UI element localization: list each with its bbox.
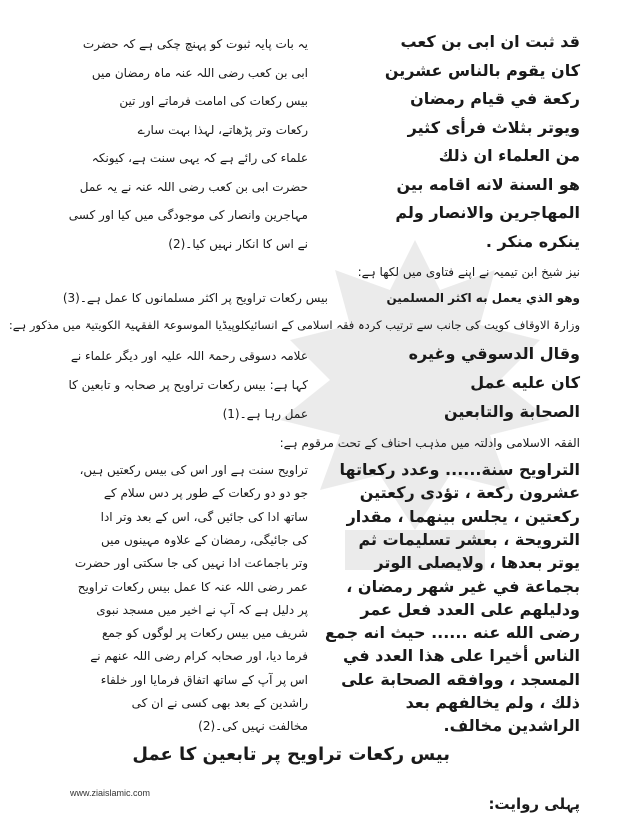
ibn-taymiyya-urdu: بیس رکعات تراویح پر اکثر مسلمانوں کا عمل ہے۔(3) (62, 291, 328, 305)
urdu-text-line: اس پر آپ کے ساتھ اتفاق فرمایا اور خلفاء (100, 672, 308, 687)
arabic-text-line: المهاجرين والانصار ولم (395, 203, 580, 222)
urdu-text-line: حضرت ابی بن کعب رضی اللہ عنہ نے یہ عمل (79, 179, 308, 194)
arabic-text-line: بجماعة في غير شهر رمضان ، (346, 576, 580, 596)
urdu-text-line: مہاجرین وانصار کی موجودگی میں کیا اور کسی (68, 208, 308, 222)
urdu-text-line: کی جائیگی، رمضان کے علاوہ مہینوں میں (100, 532, 308, 547)
arabic-text-line: ركعة في قيام رمضان (410, 89, 580, 108)
arabic-text-line: قد ثبت ان ابی بن كعب (400, 32, 580, 51)
urdu-text-line: بیس رکعات کی امامت فرماتے اور تین (119, 94, 308, 108)
urdu-text-line: علماء کی رائے ہے کہ یہی سنت ہے، کیونکہ (91, 151, 308, 165)
urdu-text-line: ساتھ ادا کی جائیں گی، اس کے بعد وتر ادا (100, 509, 308, 524)
arabic-text-line: ركعتين ، يجلس بينهما ، مقدار (346, 506, 580, 526)
urdu-text-line: عمر رضی اللہ عنہ کا عمل بیس رکعات تراویح (77, 579, 308, 594)
website-url[interactable]: www.ziaislamic.com (70, 788, 151, 798)
arabic-text-line: الترويحة ، بعشر تسليمات ثم (358, 529, 580, 549)
urdu-text-line: یہ بات پایہ ثبوت کو پہنچ چکی ہے کہ حضرت (82, 37, 308, 51)
urdu-text-line: رکعات وتر پڑھاتے، لہذا بہت سارے (137, 122, 308, 137)
urdu-text-line: راشدین کے بعد بھی کسی نے ان کی (131, 696, 308, 710)
urdu-text-line: علامہ دسوقی رحمۃ اللہ علیہ اور دیگر علماء نے (70, 349, 308, 363)
arabic-text-line: كان يقوم بالناس عشرين (384, 60, 580, 80)
ibn-taymiyya-arabic: وهو الذي يعمل به اكثر المسلمين (386, 291, 580, 305)
urdu-text-line: مخالفت نہیں کی۔(2) (198, 719, 308, 734)
urdu-text-line: عمل رہا ہے۔(1) (222, 407, 308, 421)
arabic-text-line: رضى الله عنه ...... حيث انه جمع (324, 623, 580, 643)
arabic-text-line: التراويح سنة...... وعدد ركعاتها (339, 460, 580, 479)
arabic-text-line: عشرون ركعة ، تؤدى ركعتين (359, 483, 580, 503)
urdu-text-line: جو دو دو رکعات کے طور پر دس سلام کے (103, 486, 308, 501)
urdu-text-line: فرما دیا، اور صحابہ کرام رضی اللہ عنھم نے (90, 649, 308, 664)
urdu-text-line: تراویح سنت ہے اور اس کی بیس رکعتیں ہیں، (79, 463, 308, 477)
kuwait-intro: وزارۃ الاوقاف کویت کی جانب سے ترتیب کردہ فقہ اسلامی کے انسائیکلوپیڈیا الموسوعۃ الفقہیۃ الکویتیۃ میں مذکور ہے: (8, 318, 580, 332)
arabic-text-line: من العلماء ان ذلك (438, 146, 580, 165)
ibn-taymiyya-intro: نیز شیخ ابن تیمیہ نے اپنے فتاوی میں لکھا ہے: (357, 265, 580, 279)
section-heading: بیس رکعات تراویح پر تابعین کا عمل (132, 744, 450, 765)
arabic-text-line: ودليلهم على العدد فعل عمر (360, 599, 580, 619)
arabic-text-line: وقال الدسوقي وغيره (408, 344, 580, 363)
urdu-text-line: ابی بن کعب رضی اللہ عنہ ماہ رمضان میں (91, 65, 308, 80)
urdu-text-line: پر دلیل ہے کہ آپ نے اخیر میں مسجد نبوی (96, 602, 308, 617)
arabic-text-line: ذلك ، ولم يخالفهم بعد (405, 693, 580, 712)
arabic-text-line: الناس أخيرا على هذا العدد في (342, 646, 580, 666)
urdu-text-line: کہا ہے: بیس رکعات تراویح پر صحابہ و تابعین کا (68, 378, 308, 392)
arabic-text-line: الصحابة والتابعين (443, 402, 580, 421)
arabic-text-line: المسجد ، ووافقه الصحابة على (341, 669, 580, 689)
urdu-text-line: شریف میں بیس رکعات پر لوگوں کو جمع (101, 626, 308, 641)
fiqh-intro: الفقہ الاسلامی وادلتہ میں مذہب احناف کے تحت مرقوم ہے: (279, 436, 580, 450)
arabic-text-line: ينكره منكر . (485, 231, 580, 251)
first-narration-label: پہلی روایت: (488, 795, 580, 813)
arabic-text-line: ويوتر بثلاث فرأی كثير (407, 117, 580, 137)
urdu-text-line: نے اس کا انکار نہیں کیا۔(2) (168, 236, 308, 251)
urdu-text-line: وتر باجماعت ادا نہیں کی جا سکتی اور حضرت (74, 556, 308, 571)
arabic-text-line: كان عليه عمل (470, 373, 580, 392)
arabic-text-line: يوتر بعدها ، ولايصلى الوتر (374, 553, 580, 573)
arabic-text-line: الراشدين مخالف. (443, 716, 580, 736)
arabic-text-line: هو السنة لانه اقامه بين (396, 174, 580, 194)
